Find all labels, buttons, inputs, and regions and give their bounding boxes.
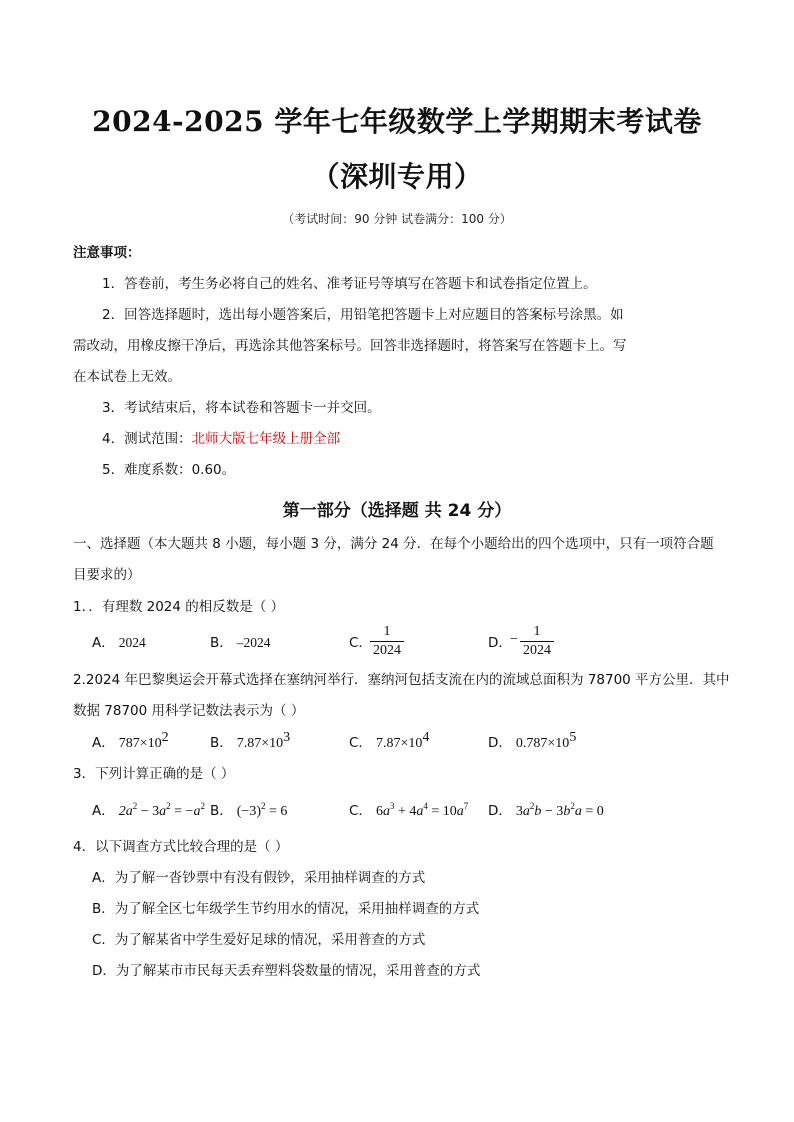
q1-b-label: B．: [210, 635, 233, 651]
notice-item-2-line1: 2．回答选择题时，选出每小题答案后，用铅笔把答题卡上对应题目的答案标号涂黑。如: [102, 307, 624, 323]
fraction-bar: [520, 641, 554, 642]
q2-stem-line2: 数据 78700 用科学记数法表示为（ ）: [73, 703, 305, 719]
fraction-bar: [370, 641, 404, 642]
notice-item-1: 1．答卷前，考生务必将自己的姓名、准考证号等填写在答题卡和试卷指定位置上。: [102, 276, 597, 292]
q2-c-exponent: 4: [422, 730, 430, 745]
q4-option-d: D．为了解某市市民每天丢弃塑料袋数量的情况，采用普查的方式: [92, 963, 481, 979]
part1-heading: 第一部分（选择题 共 24 分）: [282, 501, 512, 521]
q1-c-fraction: [370, 624, 404, 659]
q1-c-numerator: 1: [383, 624, 391, 639]
notice-item-4: [102, 429, 340, 449]
q4-option-a: A．为了解一沓钞票中有没有假钞，采用抽样调查的方式: [92, 870, 426, 886]
q3-option-d: [488, 801, 604, 822]
q1-a-label: A．: [92, 635, 115, 651]
q2-b-base: 7.87×10: [236, 736, 284, 751]
q2-option-a: [92, 730, 169, 754]
notice-item-2-line2: 需改动，用橡皮擦干净后，再选涂其他答案标号。回答非选择题时，将答案写在答题卡上。写: [73, 338, 627, 354]
q2-d-base: 0.787×10: [515, 736, 570, 751]
q2-option-b: [210, 730, 291, 754]
exam-info: （考试时间：90 分钟 试卷满分：100 分）: [282, 212, 512, 226]
q3-b-label: B．: [210, 803, 233, 819]
exam-subtitle: （深圳专用）: [311, 160, 483, 193]
q2-d-exponent: 5: [569, 730, 577, 745]
q1-d-numerator: 1: [533, 624, 541, 639]
q3-option-a: [92, 801, 205, 822]
q1-c-label: C．: [349, 635, 372, 651]
q3-c-expression: $6a^3 + 4a^4 = 10a^7$: [375, 801, 469, 819]
q1-d-fraction: [520, 624, 554, 659]
q3-stem: 3．下列计算正确的是（ ）: [73, 766, 235, 782]
q2-c-base: 7.87×10: [375, 736, 423, 751]
notice-item-3: 3．考试结束后，将本试卷和答题卡一并交回。: [102, 400, 381, 416]
q2-a-exponent: 2: [161, 730, 169, 745]
q3-b-expression: $(-3)^2 = 6$: [236, 801, 288, 819]
q2-a-label: A．: [92, 735, 115, 751]
q1-option-a: [92, 633, 146, 653]
section1-intro-line2: 目要求的）: [73, 567, 141, 583]
q3-d-expression: $3a^2b - 3b^2a = 0$: [515, 801, 604, 819]
q2-c-label: C．: [349, 735, 372, 751]
q2-a-base: 787×10: [118, 736, 162, 751]
q1-d-sign: −: [510, 632, 518, 647]
notice-item-2-line3: 在本试卷上无效。: [73, 369, 181, 385]
q2-stem-line1: 2.2024 年巴黎奥运会开幕式选择在塞纳河举行．塞纳河包括支流在内的流域总面积为 78700 平方公里．其中: [73, 672, 730, 688]
notice-item-5: 5．难度系数：0.60。: [102, 462, 236, 478]
notice-heading: 注意事项：: [73, 245, 141, 261]
exam-title: 2024-2025 学年七年级数学上学期期末考试卷: [92, 105, 702, 138]
notice-item-4-prefix: 4．测试范围：: [102, 431, 192, 447]
q2-b-label: B．: [210, 735, 233, 751]
section1-intro-line1: 一、选择题（本大题共 8 小题，每小题 3 分，满分 24 分．在每个小题给出的四个选项中，只有一项符合题: [73, 536, 714, 552]
q3-option-b: [210, 801, 287, 822]
q4-option-b: B．为了解全区七年级学生节约用水的情况，采用抽样调查的方式: [92, 901, 480, 917]
q1-d-denominator: 2024: [523, 643, 551, 658]
q2-d-label: D．: [488, 735, 512, 751]
q1-b-value: –2024: [236, 635, 271, 650]
q3-a-expression: $2a^2 - 3a^2 = -a^2$: [118, 801, 205, 819]
test-scope: 北师大版七年级上册全部: [191, 431, 341, 447]
q1-d-label: D．: [488, 635, 512, 651]
q3-c-label: C．: [349, 803, 372, 819]
q1-stem: 1．．有理数 2024 的相反数是（ ）: [73, 599, 285, 615]
q4-stem: 4．以下调查方式比较合理的是（ ）: [73, 839, 289, 855]
q1-a-value: 2024: [118, 635, 146, 650]
q1-option-b: [210, 633, 271, 653]
q2-option-c: [349, 730, 430, 754]
q3-d-label: D．: [488, 803, 512, 819]
q3-option-c: [349, 801, 468, 822]
q4-option-c: C．为了解某省中学生爱好足球的情况，采用普查的方式: [92, 932, 426, 948]
q2-option-d: [488, 730, 577, 754]
q3-a-label: A．: [92, 803, 115, 819]
q2-b-exponent: 3: [283, 730, 291, 745]
q1-c-denominator: 2024: [373, 643, 401, 658]
